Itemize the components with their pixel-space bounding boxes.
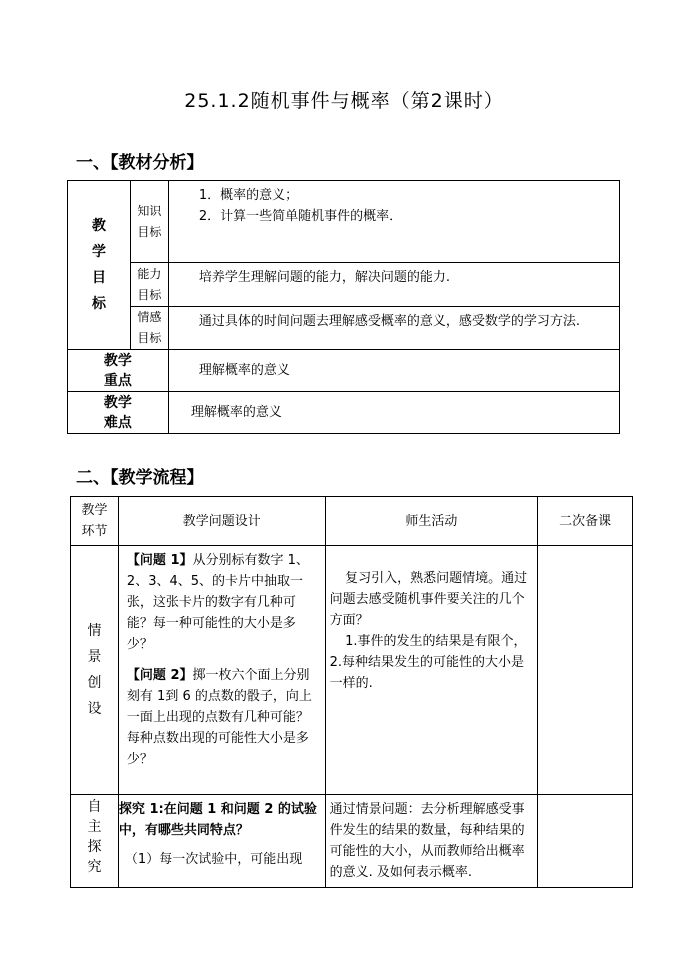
key-point-text: 理解概率的意义	[168, 350, 619, 392]
explore-sub: （1）每一次试验中，可能出现	[124, 852, 303, 867]
activity-point: 2.每种结果发生的可能性的大小是一样的.	[329, 655, 524, 691]
analysis-table	[67, 180, 620, 434]
explore-activity: 通过情景问题：去分析理解感受事件发生的结果的数量，每种结果的可能性的大小，从而教师给出概率的意义. 及如何表示概率.	[325, 795, 538, 888]
header-question-design: 教学问题设计	[118, 497, 325, 546]
knowledge-goals	[168, 181, 619, 263]
document-title: 25.1.2随机事件与概率（第2课时）	[184, 90, 504, 112]
emotion-goal: 通过具体的时间问题去理解感受概率的意义，感受数学的学习方法.	[168, 307, 619, 350]
question-1-tag: 【问题 1】	[126, 553, 193, 568]
header-activity: 师生活动	[325, 497, 538, 546]
activity-text: 复习引入，熟悉问题情境。通过问题去感受随机事件要关注的几个方面？	[329, 571, 528, 628]
knowledge-label: 知识 目标	[130, 181, 168, 263]
header-second-prep: 二次备课	[538, 497, 633, 546]
explore-cell	[118, 795, 325, 888]
section-heading-analysis: 一、【教材分析】	[76, 153, 204, 173]
question-2-tag: 【问题 2】	[126, 668, 193, 683]
second-prep-cell	[538, 795, 633, 888]
stage-situation: 情 景 创 设	[71, 546, 119, 795]
question-1	[127, 550, 319, 655]
question-design-cell	[118, 546, 325, 795]
ability-goal: 培养学生理解问题的能力，解决问题的能力.	[168, 263, 619, 307]
header-stage: 教学 环节	[71, 497, 119, 546]
stage-explore: 自 主 探 究	[71, 795, 119, 888]
key-point-label: 教学 重点	[68, 350, 169, 392]
question-2	[127, 665, 319, 770]
difficulty-text: 理解概率的意义	[168, 392, 619, 434]
section-heading-flow: 二、【教学流程】	[76, 468, 204, 488]
explore-question: 探究 1:在问题 1 和问题 2 的试验中，有哪些共同特点？	[118, 802, 317, 838]
knowledge-item: 2．计算一些简单随机事件的概率．	[198, 209, 403, 224]
goal-label: 教 学 目 标	[68, 181, 131, 350]
question-2-text: 掷一枚六个面上分别刻有 1到 6 的点数的骰子，向上一面上出现的点数有几种可能？每种点数出现的可能性大小是多少？	[126, 668, 312, 767]
ability-label: 能力 目标	[130, 263, 168, 307]
difficulty-label: 教学 难点	[68, 392, 169, 434]
activity-point: 1.事件的发生的结果是有限个，	[345, 634, 527, 649]
activity-cell	[325, 546, 538, 795]
flow-table	[70, 496, 633, 888]
second-prep-cell	[538, 546, 633, 795]
question-1-text: 从分别标有数字 1、2、3、4、5、的卡片中抽取一张，这张卡片的数字有几种可能？每一种可能性的大小是多少？	[126, 553, 309, 652]
knowledge-item: 1．概率的意义；	[198, 188, 299, 203]
emotion-label: 情感 目标	[130, 307, 168, 350]
